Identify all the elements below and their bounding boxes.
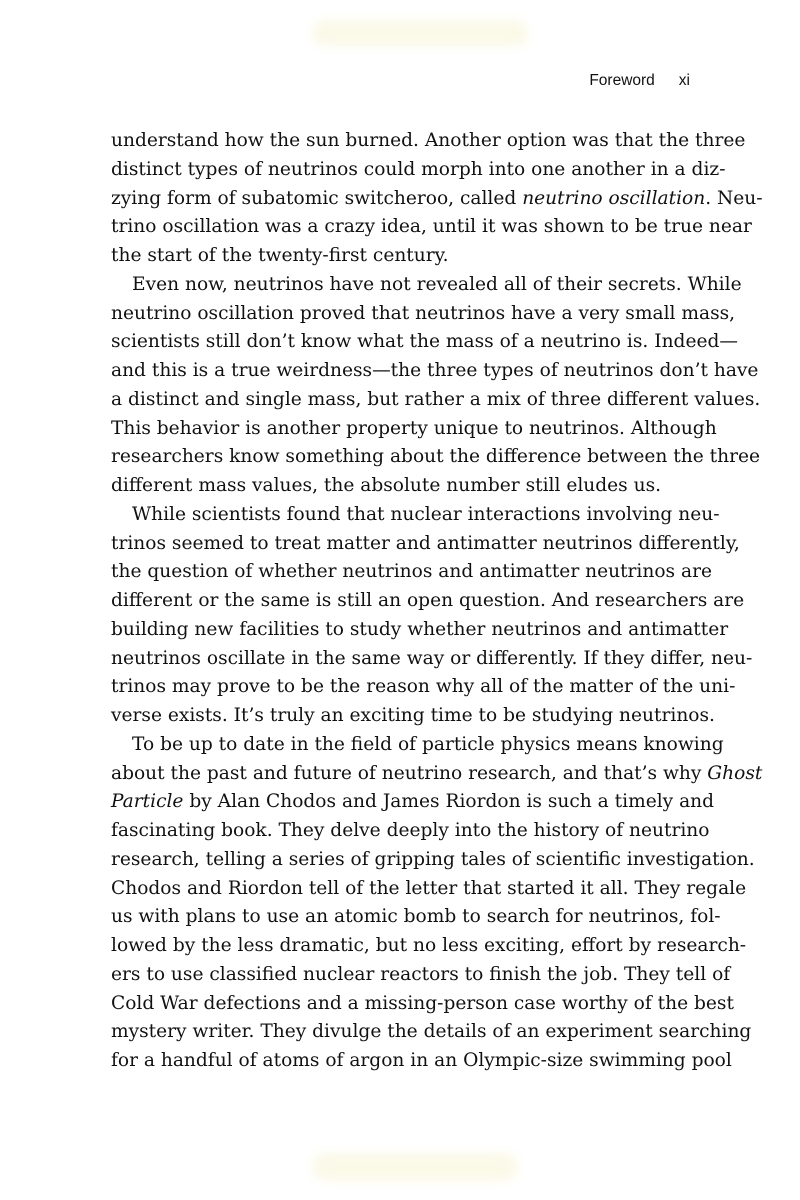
text-line: neutrino oscillation proved that neutrinos have a very small mass, — [111, 302, 736, 324]
text-line — [111, 185, 763, 214]
paragraph-3 — [111, 501, 753, 731]
text-line: neutrinos oscillate in the same way or differently. If they differ, neu- — [111, 647, 753, 669]
top-highlight-mark — [312, 20, 528, 46]
text-line: different mass values, the absolute number still eludes us. — [111, 475, 662, 496]
italic-book-title: Ghost — [707, 762, 763, 784]
text-line: the start of the twenty-first century. — [111, 245, 449, 266]
text-line: ers to use classified nuclear reactors to finish the job. They tell of — [111, 963, 731, 985]
text-line: building new facilities to study whether neutrinos and antimatter — [111, 618, 729, 640]
text-span: by Alan Chodos and James Riordon is such a timely and — [183, 791, 715, 813]
text-line: trino oscillation was a crazy idea, until it was shown to be true near — [111, 216, 752, 238]
text-span: about the past and future of neutrino research, and that’s why — [111, 762, 708, 784]
text-line: fascinating book. They delve deeply into the history of neutrino — [111, 820, 710, 841]
text-line: us with plans to use an atomic bomb to search for neutrinos, fol- — [111, 906, 721, 928]
text-line: researchers know something about the difference between the three — [111, 446, 761, 468]
text-line: scientists still don’t know what the mass of a neutrino is. Indeed— — [111, 331, 738, 353]
text-line: trinos may prove to be the reason why all of the matter of the uni- — [111, 676, 736, 698]
paragraph-1 — [111, 127, 763, 271]
text-line: mystery writer. They divulge the details of an experiment searching — [111, 1021, 752, 1043]
text-line: different or the same is still an open question. And researchers are — [111, 590, 745, 611]
italic-book-title: Particle — [111, 791, 184, 813]
text-span: zying form of subatomic switcheroo, called — [111, 187, 523, 209]
text-line: research, telling a series of gripping tales of scientific investigation. — [111, 848, 755, 870]
text-line: Even now, neutrinos have not revealed all of their secrets. While — [132, 273, 742, 295]
text-line: This behavior is another property unique to neutrinos. Although — [111, 417, 717, 439]
paragraph-2 — [111, 271, 761, 501]
text-line: understand how the sun burned. Another option was that the three — [111, 130, 746, 151]
text-line: for a handful of atoms of argon in an Olympic-size swimming pool — [111, 1050, 732, 1071]
text-line: distinct types of neutrinos could morph into one another in a diz- — [111, 158, 726, 180]
text-line: lowed by the less dramatic, but no less exciting, effort by research- — [111, 935, 747, 956]
text-line: the question of whether neutrinos and antimatter neutrinos are — [111, 561, 712, 583]
bottom-highlight-mark — [312, 1153, 518, 1181]
text-span: . Neu- — [705, 187, 763, 209]
italic-term: neutrino oscillation — [522, 187, 706, 209]
paragraph-4 — [111, 731, 763, 1076]
text-line: While scientists found that nuclear interactions involving neu- — [132, 503, 720, 525]
text-line — [111, 760, 763, 789]
text-line: a distinct and single mass, but rather a mix of three different values. — [111, 388, 761, 410]
text-line: Chodos and Riordon tell of the letter that started it all. They regale — [111, 877, 747, 899]
text-line: trinos seemed to treat matter and antimatter neutrinos differently, — [111, 532, 740, 554]
text-line: To be up to date in the field of particle physics means knowing — [132, 733, 724, 755]
text-line — [111, 788, 715, 817]
text-line: and this is a true weirdness—the three types of neutrinos don’t have — [111, 360, 759, 381]
running-head — [560, 72, 690, 90]
page-number: xi — [678, 72, 690, 89]
text-line: verse exists. It’s truly an exciting time to be studying neutrinos. — [111, 705, 715, 726]
body-text — [111, 127, 763, 1076]
running-head-section: Foreword — [589, 72, 655, 89]
text-line: Cold War defections and a missing-person case worthy of the best — [111, 992, 734, 1014]
